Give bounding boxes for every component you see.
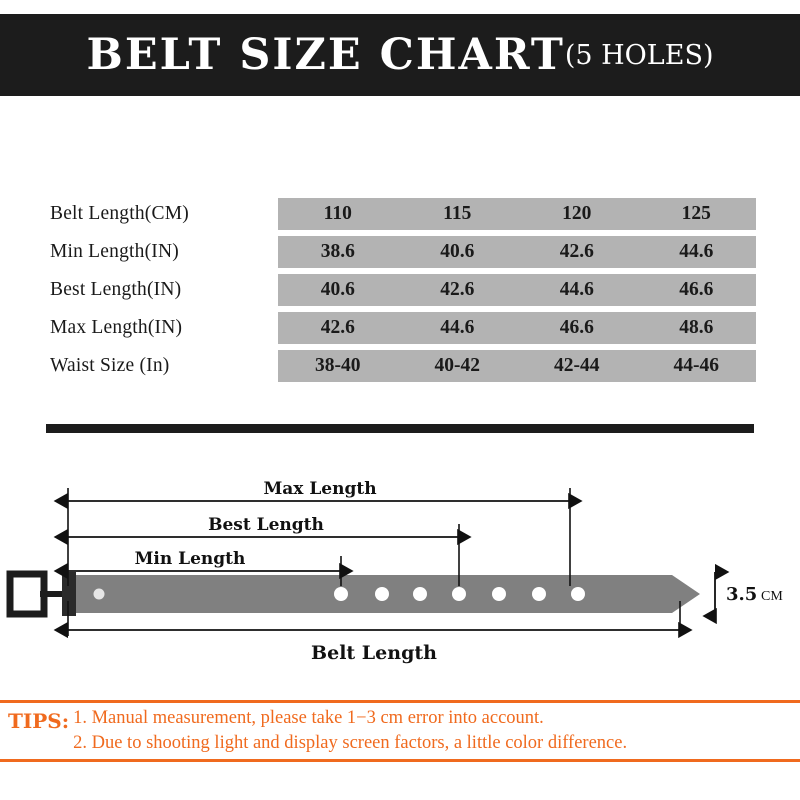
table-cell: 48.6 bbox=[637, 312, 757, 344]
belt-length-label: Belt Length bbox=[311, 642, 437, 664]
thickness-dimension bbox=[715, 572, 783, 616]
best-length-dimension bbox=[68, 514, 459, 537]
tips-line-2: 2. Due to shooting light and display screen factors, a little color difference. bbox=[73, 733, 628, 753]
min-length-dimension bbox=[68, 548, 341, 571]
max-length-label: Max Length bbox=[263, 479, 377, 499]
best-length-label: Best Length bbox=[208, 515, 324, 535]
table-cell: 46.6 bbox=[637, 274, 757, 306]
table-cell: 38-40 bbox=[278, 350, 398, 382]
table-cell: 125 bbox=[637, 198, 757, 230]
belt-diagram bbox=[0, 446, 800, 676]
table-cell: 115 bbox=[398, 198, 518, 230]
min-length-label: Min Length bbox=[134, 549, 246, 569]
belt-size-table bbox=[46, 192, 756, 388]
tips-section bbox=[0, 700, 800, 762]
table-cell: 38.6 bbox=[278, 236, 398, 268]
page-subtitle: (5 HOLES) bbox=[564, 39, 714, 71]
table-cell: 42.6 bbox=[278, 312, 398, 344]
table-cell: 44.6 bbox=[517, 274, 637, 306]
table-row bbox=[46, 350, 756, 382]
table-cell: 42.6 bbox=[398, 274, 518, 306]
table-row bbox=[46, 198, 756, 230]
section-divider bbox=[46, 424, 754, 433]
thickness-unit: CM bbox=[761, 589, 783, 604]
row-label: Best Length(IN) bbox=[50, 279, 182, 300]
table-cell: 40.6 bbox=[398, 236, 518, 268]
row-label: Waist Size (In) bbox=[50, 355, 170, 376]
header-banner bbox=[0, 14, 800, 96]
table-cell: 46.6 bbox=[517, 312, 637, 344]
belt-illustration bbox=[10, 572, 700, 616]
page-title: BELT SIZE CHART bbox=[86, 29, 565, 80]
table-cell: 40.6 bbox=[278, 274, 398, 306]
table-cell: 120 bbox=[517, 198, 637, 230]
table-cell: 40-42 bbox=[398, 350, 518, 382]
tips-label: TIPS: bbox=[8, 709, 70, 733]
table-row bbox=[46, 274, 756, 306]
table-row bbox=[46, 236, 756, 268]
max-length-dimension bbox=[68, 478, 570, 501]
row-label: Min Length(IN) bbox=[50, 241, 179, 262]
size-table-wrapper bbox=[46, 192, 756, 388]
table-cell: 44.6 bbox=[637, 236, 757, 268]
row-label: Max Length(IN) bbox=[50, 317, 183, 338]
thickness-value: 3.5 bbox=[726, 584, 758, 605]
table-cell: 44.6 bbox=[398, 312, 518, 344]
belt-length-dimension bbox=[68, 630, 680, 664]
tips-line-1: 1. Manual measurement, please take 1−3 cm error into account. bbox=[73, 708, 544, 728]
table-cell: 42.6 bbox=[517, 236, 637, 268]
table-cell: 44-46 bbox=[637, 350, 757, 382]
table-cell: 110 bbox=[278, 198, 398, 230]
tips-lines bbox=[73, 706, 627, 756]
table-cell: 42-44 bbox=[517, 350, 637, 382]
row-label: Belt Length(CM) bbox=[50, 203, 189, 224]
table-row bbox=[46, 312, 756, 344]
